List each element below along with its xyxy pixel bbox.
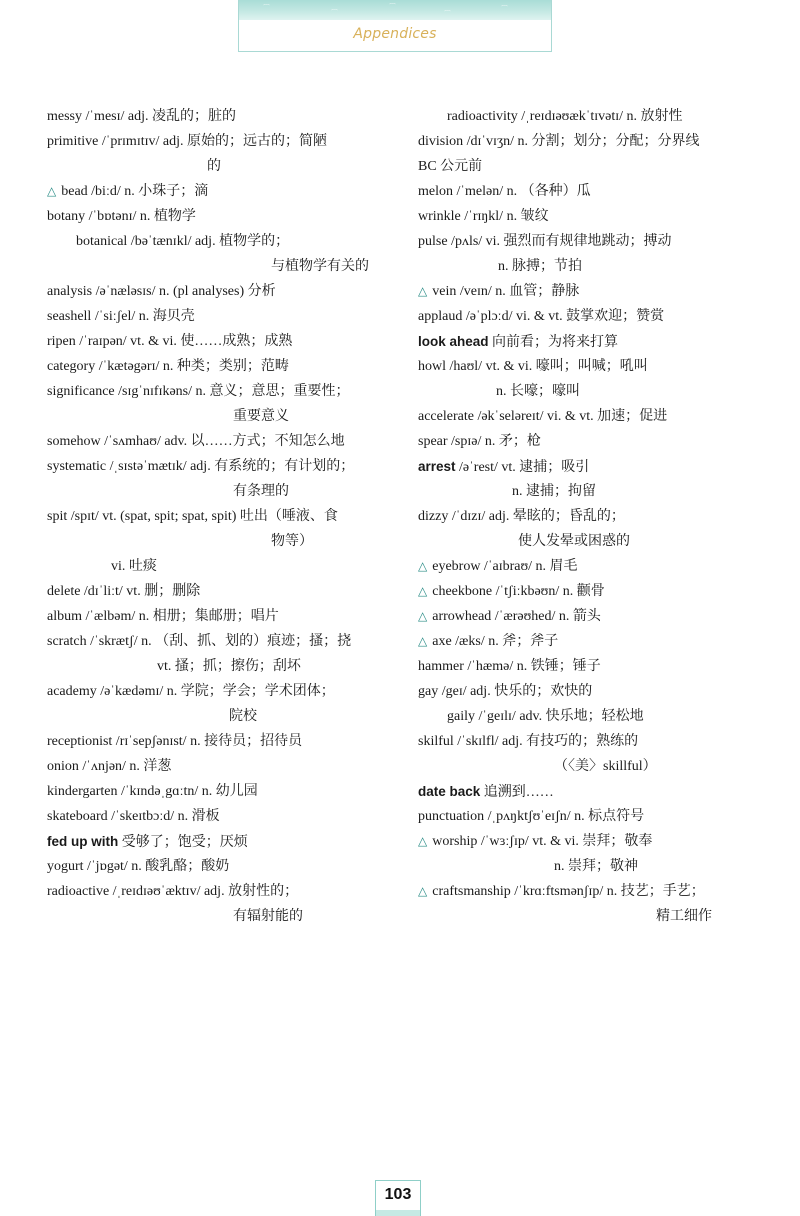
entry-text: vi. 吐痰 <box>111 559 157 574</box>
entry-text: academy /əˈkædəmɪ/ n. 学院；学会；学术团体； <box>47 684 335 699</box>
triangle-marker-icon: △ <box>418 284 428 298</box>
entry-text: pulse /pʌls/ vi. 强烈而有规律地跳动；搏动 <box>418 234 672 249</box>
entry-text: botany /ˈbɒtənɪ/ n. 植物学 <box>47 209 196 224</box>
vocab-entry <box>47 479 387 504</box>
vocab-entry <box>47 829 387 854</box>
vocabulary-column-left <box>47 104 387 929</box>
phrase-definition: 受够了；饱受；厌烦 <box>118 835 248 850</box>
vocab-entry <box>418 579 763 604</box>
vocab-entry <box>418 379 763 404</box>
entry-text: messy /ˈmesɪ/ adj. 凌乱的；脏的 <box>47 109 236 124</box>
vocab-entry <box>47 704 387 729</box>
entry-text: division /dɪˈvɪʒn/ n. 分割；划分；分配；分界线 <box>418 134 700 149</box>
entry-text: 物等） <box>271 534 313 549</box>
entry-text: gaily /ˈgeɪlɪ/ adv. 快乐地；轻松地 <box>447 709 644 724</box>
vocab-entry <box>47 354 387 379</box>
entry-text: arrowhead /ˈærəʊhed/ n. 箭头 <box>432 609 601 624</box>
triangle-marker-icon: △ <box>418 634 428 648</box>
entry-text: cheekbone /ˈtʃiːkbəʊn/ n. 颧骨 <box>432 584 605 599</box>
vocab-entry <box>418 479 763 504</box>
phrase-headword: arrest <box>418 459 456 474</box>
vocabulary-column-right <box>418 104 763 929</box>
triangle-marker-icon: △ <box>418 559 428 573</box>
header-sky-banner <box>239 0 551 20</box>
vocab-entry <box>47 754 387 779</box>
triangle-marker-icon: △ <box>418 609 428 623</box>
vocab-entry <box>47 779 387 804</box>
entry-text: skilful /ˈskɪlfl/ adj. 有技巧的；熟练的 <box>418 734 639 749</box>
entry-text: hammer /ˈhæmə/ n. 铁锤；锤子 <box>418 659 601 674</box>
entry-text: spit /spɪt/ vt. (spat, spit; spat, spit) 吐出（唾液、食 <box>47 509 338 524</box>
page-number-box <box>375 1180 421 1216</box>
entry-text: skateboard /ˈskeɪtbɔːd/ n. 滑板 <box>47 809 220 824</box>
vocab-entry <box>418 229 763 254</box>
vocab-entry <box>47 554 387 579</box>
vocab-entry <box>47 254 387 279</box>
bird-icon: ⌒ <box>501 5 508 13</box>
entry-text: analysis /əˈnæləsɪs/ n. (pl analyses) 分析 <box>47 284 276 299</box>
entry-text: 与植物学有关的 <box>271 259 369 274</box>
entry-text: 有辐射能的 <box>233 909 303 924</box>
vocab-entry <box>418 129 763 154</box>
phrase-headword: fed up with <box>47 834 119 849</box>
vocab-entry <box>47 279 387 304</box>
vocab-entry <box>418 504 763 529</box>
entry-text: （〈美〉skillful） <box>554 759 657 774</box>
entry-text: spear /spɪə/ n. 矛；枪 <box>418 434 541 449</box>
entry-text: album /ˈælbəm/ n. 相册；集邮册；唱片 <box>47 609 279 624</box>
vocab-entry <box>47 179 387 204</box>
vocab-entry <box>418 804 763 829</box>
vocab-entry <box>47 729 387 754</box>
vocab-entry <box>418 704 763 729</box>
vocab-entry <box>47 129 387 154</box>
vocab-entry <box>418 429 763 454</box>
page-number: 103 <box>384 1186 412 1203</box>
vocab-entry <box>418 329 763 354</box>
entry-text: scratch /ˈskrætʃ/ n. （刮、抓、划的）痕迹；搔；挠 <box>47 634 352 649</box>
entry-text: somehow /ˈsʌmhaʊ/ adv. 以……方式；不知怎么地 <box>47 434 345 449</box>
entry-text: ripen /ˈraɪpən/ vt. & vi. 使……成熟；成熟 <box>47 334 293 349</box>
vocab-entry <box>418 154 763 179</box>
entry-text: punctuation /ˌpʌŋktʃʊˈeɪʃn/ n. 标点符号 <box>418 809 645 824</box>
vocab-entry <box>418 879 763 904</box>
entry-text: 精工细作 <box>656 909 712 924</box>
entry-text: craftsmanship /ˈkrɑːftsmənʃɪp/ n. 技艺；手艺； <box>432 884 705 899</box>
vocab-entry <box>418 654 763 679</box>
entry-text: melon /ˈmelən/ n. （各种）瓜 <box>418 184 591 199</box>
vocab-entry <box>418 779 763 804</box>
phrase-headword: date back <box>418 784 481 799</box>
entry-text: primitive /ˈprɪmɪtɪv/ adj. 原始的；远古的；简陋 <box>47 134 327 149</box>
section-label: Appendices <box>353 26 437 42</box>
entry-text: vt. 搔；抓；擦伤；刮坏 <box>157 659 301 674</box>
vocab-entry <box>418 529 763 554</box>
vocab-entry <box>47 529 387 554</box>
entry-text: significance /sɪgˈnɪfɪkəns/ n. 意义；意思；重要性； <box>47 384 350 399</box>
entry-text: radioactivity /ˌreɪdɪəʊækˈtɪvətɪ/ n. 放射性 <box>447 109 683 124</box>
vocab-entry <box>418 204 763 229</box>
entry-text: delete /dɪˈliːt/ vt. 删；删除 <box>47 584 201 599</box>
vocab-entry <box>418 279 763 304</box>
phrase-headword: look ahead <box>418 334 489 349</box>
vocab-entry <box>47 329 387 354</box>
vocab-entry <box>47 229 387 254</box>
vocab-entry <box>47 679 387 704</box>
vocab-entry <box>47 429 387 454</box>
vocab-entry <box>47 304 387 329</box>
triangle-marker-icon: △ <box>47 184 57 198</box>
vocab-entry <box>47 879 387 904</box>
vocab-entry <box>418 904 763 929</box>
entry-text: 的 <box>207 159 221 174</box>
entry-text: wrinkle /ˈrɪŋkl/ n. 皱纹 <box>418 209 549 224</box>
vocab-entry <box>47 804 387 829</box>
entry-text: n. 长嚎；嚎叫 <box>496 384 580 399</box>
vocab-entry <box>418 754 763 779</box>
vocab-entry <box>47 454 387 479</box>
entry-text: yogurt /ˈjɒgət/ n. 酸乳酪；酸奶 <box>47 859 230 874</box>
entry-text: 有条理的 <box>233 484 289 499</box>
vocab-entry <box>47 654 387 679</box>
vocab-entry <box>47 154 387 179</box>
entry-text: radioactive /ˌreɪdɪəʊˈæktɪv/ adj. 放射性的； <box>47 884 299 899</box>
vocab-entry <box>418 629 763 654</box>
entry-text: applaud /əˈplɔːd/ vi. & vt. 鼓掌欢迎；赞赏 <box>418 309 665 324</box>
entry-text: receptionist /rɪˈsepʃənɪst/ n. 接待员；招待员 <box>47 734 303 749</box>
vocab-entry <box>47 904 387 929</box>
vocab-entry <box>418 254 763 279</box>
vocab-entry <box>47 379 387 404</box>
triangle-marker-icon: △ <box>418 834 428 848</box>
bird-icon: ⌒ <box>263 4 270 12</box>
entry-text: systematic /ˌsɪstəˈmætɪk/ adj. 有系统的；有计划的； <box>47 459 355 474</box>
entry-text: vein /veɪn/ n. 血管；静脉 <box>432 284 580 299</box>
entry-text: botanical /bəˈtænɪkl/ adj. 植物学的； <box>76 234 290 249</box>
vocab-entry <box>418 554 763 579</box>
entry-text: worship /ˈwɜːʃɪp/ vt. & vi. 崇拜；敬奉 <box>432 834 653 849</box>
page-number-bar <box>376 1210 420 1216</box>
entry-text: dizzy /ˈdɪzɪ/ adj. 晕眩的；昏乱的； <box>418 509 625 524</box>
entry-text: 使人发晕或困惑的 <box>518 534 630 549</box>
bird-icon: ⌒ <box>331 9 338 17</box>
vocab-entry <box>418 179 763 204</box>
vocab-entry <box>47 604 387 629</box>
vocab-entry <box>47 204 387 229</box>
vocab-entry <box>47 404 387 429</box>
entry-text: kindergarten /ˈkɪndəˌgɑːtn/ n. 幼儿园 <box>47 784 258 799</box>
vocab-entry <box>418 679 763 704</box>
entry-text: axe /æks/ n. 斧；斧子 <box>432 634 559 649</box>
vocab-entry <box>418 354 763 379</box>
entry-text: 院校 <box>229 709 257 724</box>
vocab-entry <box>418 304 763 329</box>
vocab-entry <box>47 504 387 529</box>
vocab-entry <box>418 604 763 629</box>
bird-icon: ⌒ <box>444 10 451 18</box>
entry-text: onion /ˈʌnjən/ n. 洋葱 <box>47 759 172 774</box>
entry-text: BC 公元前 <box>418 159 483 174</box>
vocab-entry <box>418 829 763 854</box>
entry-text: eyebrow /ˈaɪbraʊ/ n. 眉毛 <box>432 559 578 574</box>
entry-text: n. 崇拜；敬神 <box>554 859 638 874</box>
entry-text: seashell /ˈsiːʃel/ n. 海贝壳 <box>47 309 195 324</box>
entry-text: n. 脉搏；节拍 <box>498 259 582 274</box>
triangle-marker-icon: △ <box>418 884 428 898</box>
vocab-entry <box>418 454 763 479</box>
vocab-entry <box>418 104 763 129</box>
bird-icon: ⌒ <box>389 3 396 11</box>
phrase-definition: 向前看；为将来打算 <box>488 335 619 350</box>
entry-text: howl /haʊl/ vt. & vi. 嚎叫；叫喊；吼叫 <box>418 359 648 374</box>
vocab-entry <box>418 404 763 429</box>
entry-text: n. 逮捕；拘留 <box>512 484 596 499</box>
vocab-entry <box>47 104 387 129</box>
phrase-definition: /əˈrest/ vt. 逮捕；吸引 <box>455 460 590 475</box>
triangle-marker-icon: △ <box>418 584 428 598</box>
section-header-tab <box>238 0 552 52</box>
vocab-entry <box>47 854 387 879</box>
vocab-entry <box>418 854 763 879</box>
entry-text: category /ˈkætəgərɪ/ n. 种类；类别；范畴 <box>47 359 289 374</box>
entry-text: gay /geɪ/ adj. 快乐的；欢快的 <box>418 684 593 699</box>
vocab-entry <box>418 729 763 754</box>
entry-text: accelerate /əkˈseləreɪt/ vi. & vt. 加速；促进 <box>418 409 668 424</box>
vocab-entry <box>47 579 387 604</box>
vocab-entry <box>47 629 387 654</box>
entry-text: bead /biːd/ n. 小珠子；滴 <box>61 184 209 199</box>
phrase-definition: 追溯到…… <box>480 785 554 800</box>
entry-text: 重要意义 <box>233 409 289 424</box>
